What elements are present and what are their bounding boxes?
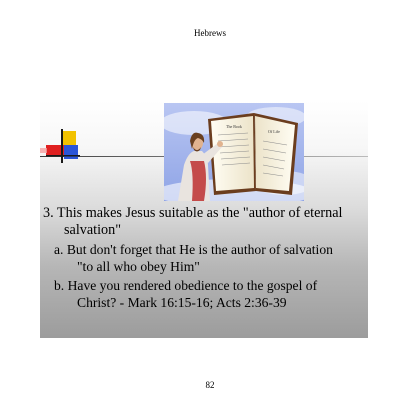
sub-point-b-line2: Christ? - Mark 16:15-16; Acts 2:36-39 <box>77 295 287 310</box>
sub-point-b <box>40 277 368 311</box>
jesus-with-book-illustration <box>164 103 304 201</box>
sub-point-b-line1: b. Have you rendered obedience to the gospel of <box>54 278 318 293</box>
sub-point-a <box>40 241 368 275</box>
sub-point-a-line2: "to all who obey Him" <box>77 259 200 274</box>
svg-text:Of Life: Of Life <box>268 129 280 134</box>
running-header: Hebrews <box>194 28 226 38</box>
slide-image <box>40 101 368 338</box>
page-number: 82 <box>205 380 215 390</box>
main-point-line2: salvation" <box>64 222 122 238</box>
main-point-line1: 3. This makes Jesus suitable as the "author of eternal <box>43 205 343 221</box>
svg-text:The Book: The Book <box>226 124 242 129</box>
color-blocks-logo-icon <box>40 121 88 169</box>
sub-point-a-line1: a. But don't forget that He is the author of salvation <box>54 242 333 257</box>
slide-text <box>40 205 368 311</box>
main-point <box>40 205 368 239</box>
